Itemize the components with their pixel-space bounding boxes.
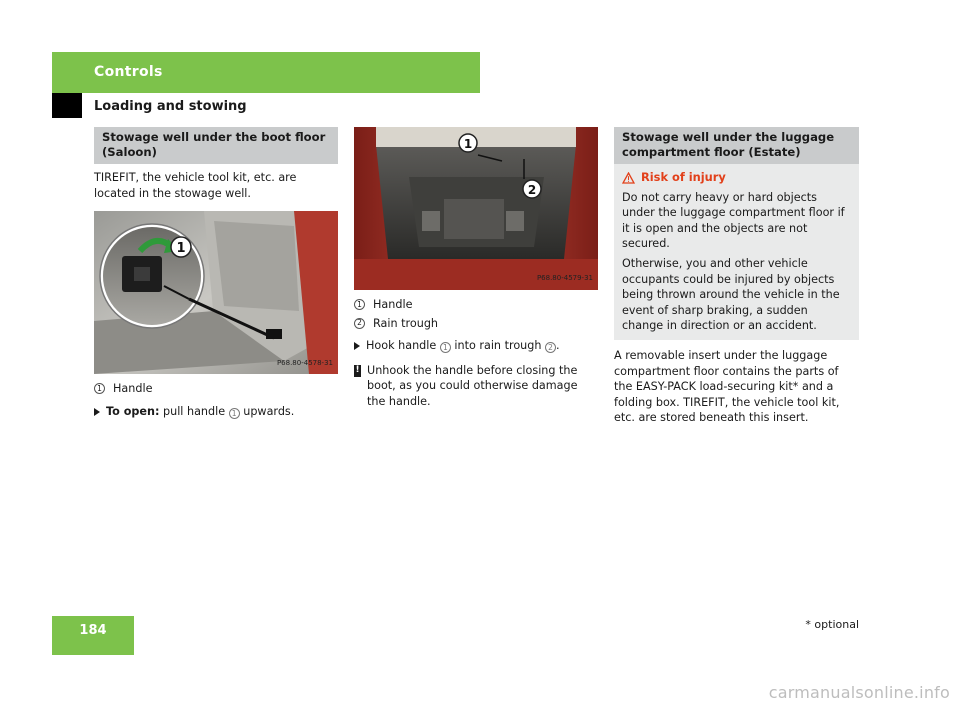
saloon-legend-item (94, 381, 338, 397)
notice-text: Unhook the handle before closing the boot, as you could otherwise damage the handle. (367, 363, 578, 408)
saloon-open-step (94, 404, 338, 420)
step-text-end: upwards. (239, 404, 295, 418)
legend-number: 1 (354, 299, 365, 310)
step-ref-number-1: 1 (440, 342, 451, 353)
boot-open-photo (354, 127, 598, 290)
step-text: pull handle (159, 404, 229, 418)
subsection-title: Loading and stowing (94, 99, 247, 114)
legend-label: Handle (113, 382, 153, 396)
saloon-boot-photo (94, 211, 338, 374)
damage-notice (354, 363, 598, 410)
saloon-image-code: P68.80-4578-31 (276, 358, 333, 367)
step-text: Hook handle (366, 339, 440, 353)
saloon-heading: Stowage well under the boot floor (Saloon) (94, 127, 338, 164)
boot-image-callout-1: 1 (463, 137, 473, 151)
warning-title (622, 170, 851, 186)
legend-number: 2 (354, 318, 365, 329)
step-arrow-icon (94, 408, 100, 416)
boot-image-callout-2: 2 (527, 183, 537, 197)
section-title: Controls (94, 64, 163, 80)
saloon-intro: TIREFIT, the vehicle tool kit, etc. are located in the stowage well. (94, 171, 297, 200)
warning-para-1: Do not carry heavy or hard objects under the luggage compartment floor if it is open and the objects are not secured. (622, 190, 845, 251)
footnote-optional: * optional (805, 618, 859, 631)
legend-number: 1 (94, 383, 105, 394)
saloon-image-callout-1: 1 (176, 241, 186, 257)
boot-image-code: P68.80-4579-31 (536, 274, 593, 283)
column-rain-trough (354, 127, 598, 410)
saloon-boot-illustration (94, 211, 338, 374)
estate-body-text: A removable insert under the luggage compartment floor contains the parts of the EASY-PACK load-securing kit* and a folding box. TIREFIT, the vehicle tool kit, etc. are stored beneath this insert. (614, 348, 840, 425)
step-text-end: . (556, 339, 560, 353)
page-number: 184 (79, 623, 107, 638)
step-label: To open: (106, 404, 160, 418)
column-estate (614, 127, 859, 426)
boot-legend-item-1 (354, 297, 598, 313)
step-ref-number-2: 2 (545, 342, 556, 353)
warning-para-2: Otherwise, you and other vehicle occupants could be injured by objects being thrown around the vehicle in the event of sharp braking, a sudden change in direction or an accident. (622, 256, 840, 333)
estate-heading: Stowage well under the luggage compartment floor (Estate) (614, 127, 859, 164)
boot-open-illustration (354, 127, 598, 290)
hook-handle-step (354, 338, 598, 354)
column-saloon (94, 127, 338, 419)
step-ref-number: 1 (229, 408, 240, 419)
step-text-mid: into rain trough (450, 339, 546, 353)
exclamation-icon: ! (355, 364, 360, 375)
watermark: carmanualsonline.info (768, 683, 950, 702)
header-tab-marker (52, 93, 82, 118)
warning-triangle-icon (622, 172, 635, 184)
legend-label: Rain trough (373, 316, 439, 330)
warning-title-text: Risk of injury (641, 170, 726, 184)
step-arrow-icon (354, 342, 360, 350)
boot-legend-item-2 (354, 316, 598, 332)
legend-label: Handle (373, 298, 413, 311)
warning-box (614, 164, 859, 340)
